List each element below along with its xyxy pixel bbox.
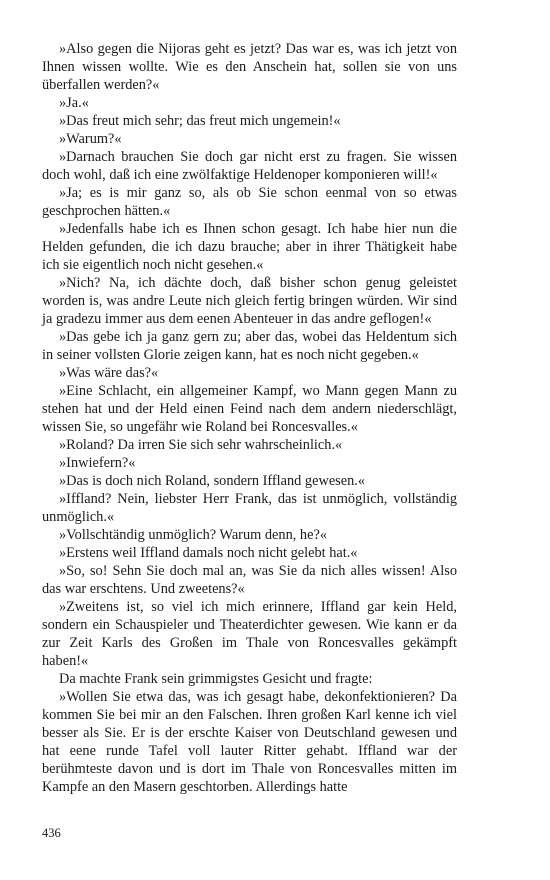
paragraph: »Ja; es is mir ganz so, als ob Sie schon eenmal von so etwas geschprochen hätten.« — [42, 185, 457, 219]
page-number: 436 — [42, 826, 61, 840]
paragraph: »Das freut mich sehr; das freut mich ungemein!« — [59, 113, 341, 129]
paragraph: »Iffland? Nein, liebster Herr Frank, das ist unmöglich, vollständig unmöglich.« — [42, 491, 457, 525]
paragraph: »Zweitens ist, so viel ich mich erinnere, Iffland gar kein Held, sondern ein Schauspieler und Theaterdichter gewesen. Wie kann er da zur Zeit Karls des Großen im Thale von Roncesvalles gekämpft haben!« — [42, 599, 457, 669]
body-text — [42, 40, 457, 796]
paragraph: »Warum?« — [59, 131, 122, 147]
paragraph: »Eine Schlacht, ein allgemeiner Kampf, wo Mann gegen Mann zu stehen hat und der Held einen Feind nach dem andern niederschlägt, wissen Sie, so ungefähr wie Roland bei Roncesvalles.« — [42, 383, 457, 435]
paragraph: »Inwiefern?« — [59, 455, 136, 471]
paragraph: »So, so! Sehn Sie doch mal an, was Sie da nich alles wissen! Also das war erschtens. Und zweetens?« — [42, 563, 457, 597]
paragraph: Da machte Frank sein grimmigstes Gesicht und fragte: — [59, 671, 373, 687]
paragraph: »Das is doch nich Roland, sondern Iffland gewesen.« — [59, 473, 366, 489]
paragraph: »Das gebe ich ja ganz gern zu; aber das, wobei das Heldentum sich in seiner vollsten Glorie zeigen kann, hat es noch nicht gegeben.« — [42, 329, 457, 363]
paragraph: »Jedenfalls habe ich es Ihnen schon gesagt. Ich habe hier nun die Helden gefunden, die ich dazu brauche; aber in ihrer Thätigkeit habe ich sie eigentlich noch nicht gesehen.« — [42, 221, 457, 273]
paragraph: »Ja.« — [59, 95, 89, 111]
paragraph: »Wollen Sie etwa das, was ich gesagt habe, dekonfektionieren? Da kommen Sie bei mir an den Falschen. Ihren großen Karl kenne ich viel besser als Sie. Er is der erschte Kaiser von Deutschland gewesen und hat eene runde Tafel voll lauter Ritter gehabt. Iffland war der berühmteste davon und is dort im Thale von Roncesvalles mitten im Kampfe an den Masern geschtorben. Allerdings hatte — [42, 689, 457, 795]
paragraph: »Nich? Na, ich dächte doch, daß bisher schon genug geleistet worden is, was andre Leute nich gleich fertig bringen würden. Wir sind ja gradezu immer aus dem eenen Abenteuer in das andre geflogen!« — [42, 275, 457, 327]
paragraph: »Darnach brauchen Sie doch gar nicht erst zu fragen. Sie wissen doch wohl, daß ich eine zwölfaktige Heldenoper komponieren will!« — [42, 149, 457, 183]
paragraph: »Vollschtändig unmöglich? Warum denn, he?« — [59, 527, 328, 543]
paragraph: »Also gegen die Nijoras geht es jetzt? Das war es, was ich jetzt von Ihnen wissen wollte. Wie es den Anschein hat, sollen sie von uns überfallen werden?« — [42, 41, 457, 93]
paragraph: »Was wäre das?« — [59, 365, 159, 381]
paragraph: »Roland? Da irren Sie sich sehr wahrscheinlich.« — [59, 437, 343, 453]
paragraph: »Erstens weil Iffland damals noch nicht gelebt hat.« — [59, 545, 358, 561]
